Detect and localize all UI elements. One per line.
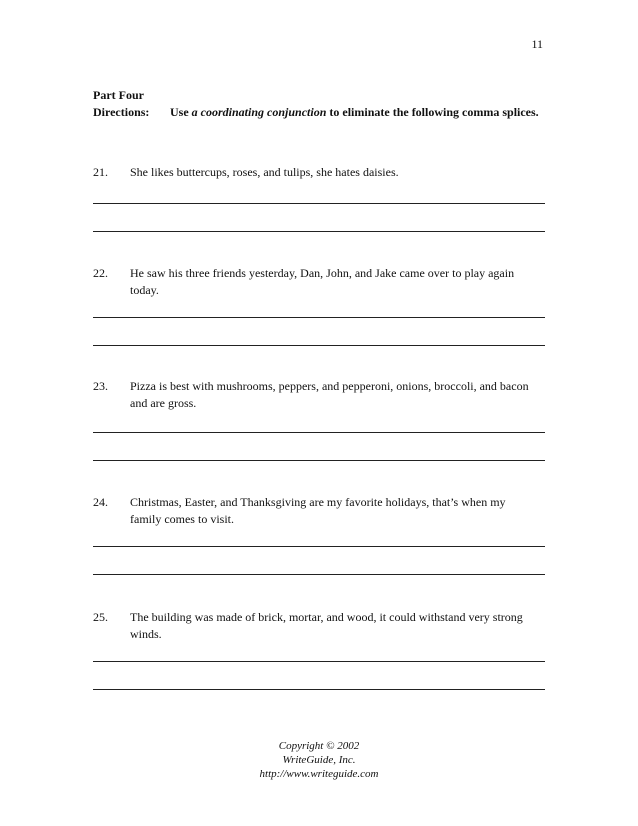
answer-line[interactable] [93, 661, 545, 662]
directions-text-before: Use [170, 105, 192, 119]
item-sentence: Christmas, Easter, and Thanksgiving are my favorite holidays, that’s when my family comes to visit. [130, 495, 506, 526]
exercise-item-24 [93, 494, 545, 528]
answer-line[interactable] [93, 689, 545, 690]
item-number: 24. [93, 495, 108, 509]
item-sentence: Pizza is best with mushrooms, peppers, and pepperoni, onions, broccoli, and bacon and are gross. [130, 379, 529, 410]
answer-line[interactable] [93, 460, 545, 461]
directions-text-italic: a coordinating conjunction [191, 105, 327, 119]
exercise-item-22 [93, 265, 545, 299]
footer-url: http://www.writeguide.com [259, 768, 379, 780]
item-number: 21. [93, 165, 108, 179]
footer-company: WriteGuide, Inc. [282, 754, 356, 766]
part-title: Part Four [93, 88, 144, 102]
answer-line[interactable] [93, 345, 545, 346]
page-number: 11 [531, 37, 543, 51]
item-sentence: He saw his three friends yesterday, Dan, John, and Jake came over to play again today. [130, 266, 515, 297]
answer-line[interactable] [93, 574, 545, 575]
directions-text-after: to eliminate the following comma splices. [326, 105, 539, 119]
exercise-item-21 [93, 164, 545, 181]
directions-label: Directions: [93, 105, 150, 119]
item-sentence: The building was made of brick, mortar, and wood, it could withstand very strong winds. [130, 610, 523, 641]
answer-line[interactable] [93, 546, 545, 547]
footer [0, 739, 638, 781]
answer-line[interactable] [93, 432, 545, 433]
answer-line[interactable] [93, 231, 545, 232]
item-number: 25. [93, 610, 108, 624]
answer-line[interactable] [93, 317, 545, 318]
exercise-item-25 [93, 609, 545, 643]
item-number: 22. [93, 266, 108, 280]
answer-line[interactable] [93, 203, 545, 204]
exercise-item-23 [93, 378, 545, 412]
item-sentence: She likes buttercups, roses, and tulips, she hates daisies. [130, 165, 399, 179]
footer-copyright: Copyright © 2002 [278, 740, 360, 752]
directions-text [170, 104, 550, 121]
item-number: 23. [93, 379, 108, 393]
directions [93, 104, 553, 121]
